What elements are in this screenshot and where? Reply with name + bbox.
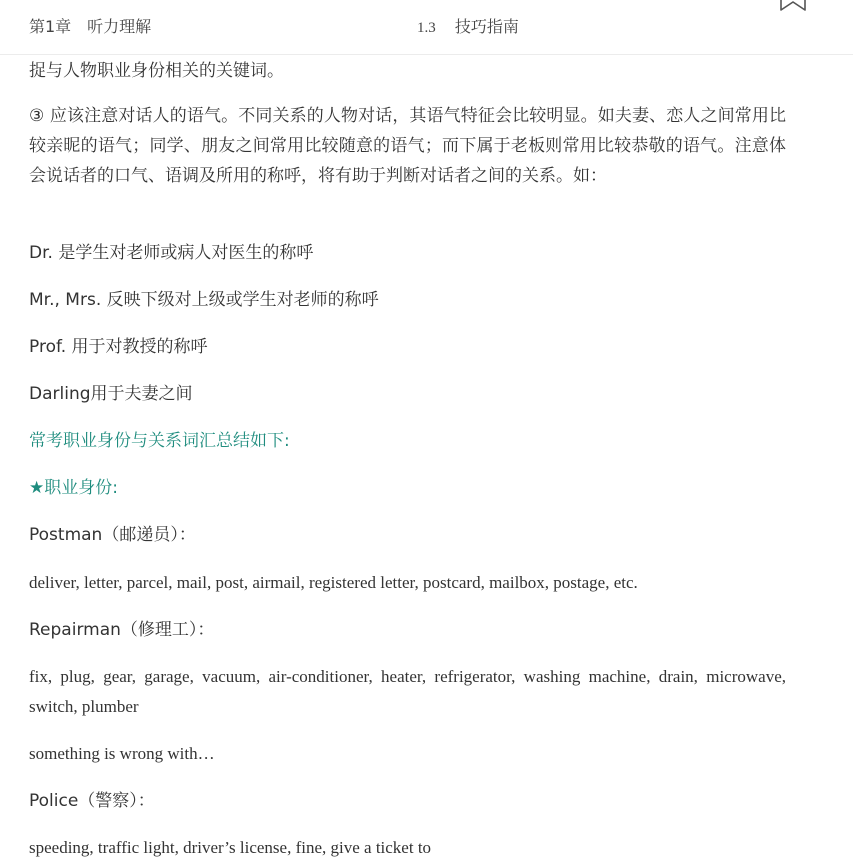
section-number: 1.3	[417, 20, 436, 36]
repairman-phrase: something is wrong with…	[29, 744, 215, 763]
address-darling	[29, 379, 193, 409]
reader-header	[0, 0, 853, 55]
vocab-summary-heading: 常考职业身份与关系词汇总结如下:	[29, 431, 290, 451]
postman-heading: Postman（邮递员）：	[29, 525, 196, 545]
address-prof	[29, 332, 208, 362]
police-vocab: speeding, traffic light, driver’s license, fine, give a ticket to	[29, 838, 432, 857]
occupation-heading: ★职业身份:	[29, 478, 118, 498]
address-darling-text: Darling用于夫妻之间	[29, 384, 193, 404]
section-title[interactable]	[417, 14, 519, 37]
address-mr-mrs-text: Mr., Mrs. 反映下级对上级或学生对老师的称呼	[29, 290, 379, 310]
paragraph-tone: ③ 应该注意对话人的语气。不同关系的人物对话，其语气特征会比较明显。如夫妻、恋人之间常用比较亲昵的语气；同学、朋友之间常用比较随意的语气；而下属于老板则常用比较恭敬的语气。注意体会说话者的口气、语调及所用的称呼，将有助于判断对话者之间的关系。如：	[29, 106, 786, 186]
address-prof-text: Prof. 用于对教授的称呼	[29, 337, 208, 357]
address-mr-mrs	[29, 285, 379, 315]
police-heading: Police（警察）：	[29, 791, 155, 811]
address-dr	[29, 238, 313, 268]
chapter-title[interactable]: 第1章 听力理解	[29, 17, 152, 36]
bookmark-icon[interactable]	[780, 0, 806, 12]
repairman-heading: Repairman（修理工）：	[29, 620, 215, 640]
address-dr-text: Dr. 是学生对老师或病人对医生的称呼	[29, 243, 314, 263]
repairman-vocab: fix, plug, gear, garage, vacuum, air-conditioner, heater, refrigerator, washing machine, drain, microwave, switch, plumber	[29, 667, 786, 716]
section-name: 技巧指南	[454, 17, 519, 36]
paragraph-intro-end: 捉与人物职业身份相关的关键词。	[29, 61, 284, 81]
postman-vocab: deliver, letter, parcel, mail, post, airmail, registered letter, postcard, mailbox, postage, etc.	[29, 573, 638, 592]
